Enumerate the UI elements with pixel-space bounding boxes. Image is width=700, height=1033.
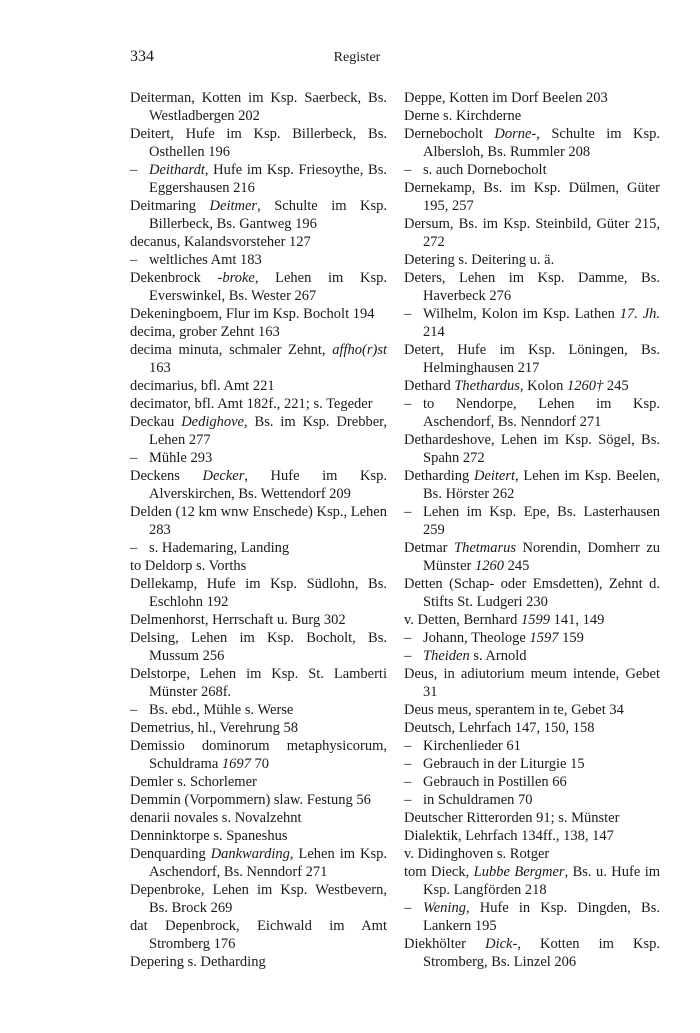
index-subentry bbox=[404, 305, 660, 341]
subentry-dash: – bbox=[130, 540, 138, 556]
entry-text: weltliches Amt 183 bbox=[149, 252, 262, 268]
italic-text: 1697 bbox=[221, 756, 251, 772]
entry-text: 141, 149 bbox=[550, 612, 605, 628]
index-entry bbox=[130, 665, 387, 701]
entry-text: , Schulte im Ksp. Albersloh, Bs. Rummler 208 bbox=[423, 126, 660, 160]
page-header bbox=[130, 48, 584, 70]
italic-text: 1597 bbox=[529, 630, 559, 646]
index-entry bbox=[130, 395, 387, 413]
index-entry bbox=[404, 107, 660, 125]
subentry-dash: – bbox=[130, 162, 138, 178]
index-entry bbox=[404, 719, 660, 737]
italic-text: Dorne- bbox=[494, 126, 537, 142]
entry-text: Depering s. Detharding bbox=[130, 954, 266, 970]
entry-text: Deppe, Kotten im Dorf Beelen 203 bbox=[404, 90, 608, 106]
entry-text: in Schuldramen 70 bbox=[423, 792, 533, 808]
index-entry bbox=[130, 341, 387, 377]
index-subentry bbox=[404, 737, 660, 755]
entry-text: Gebrauch in Postillen 66 bbox=[423, 774, 567, 790]
entry-text: s. Hademaring, Landing bbox=[149, 540, 290, 556]
entry-text: , Hufe in Ksp. Dingden, Bs. Lankern 195 bbox=[423, 900, 660, 934]
subentry-dash: – bbox=[404, 738, 412, 754]
index-entry bbox=[130, 917, 387, 953]
entry-text: decimator, bfl. Amt 182f., 221; s. Tegeder bbox=[130, 396, 373, 412]
entry-text: Demler s. Schorlemer bbox=[130, 774, 257, 790]
index-entry bbox=[404, 701, 660, 719]
index-entry bbox=[130, 305, 387, 323]
entry-text: 70 bbox=[250, 756, 270, 772]
entry-text: Derne s. Kirchderne bbox=[404, 108, 522, 124]
index-subentry bbox=[404, 629, 660, 647]
index-entry bbox=[130, 503, 387, 539]
italic-text: 1260 bbox=[474, 558, 504, 574]
italic-text: affho(r)st bbox=[332, 342, 387, 358]
entry-text: 214 bbox=[423, 324, 445, 340]
entry-text: s. Arnold bbox=[469, 648, 527, 664]
entry-text: Demissio dominorum metaphysicorum, Schuldrama bbox=[130, 738, 387, 772]
index-entry bbox=[130, 809, 387, 827]
entry-text: Deutsch, Lehrfach 147, 150, 158 bbox=[404, 720, 595, 736]
index-entry bbox=[130, 557, 387, 575]
entry-text: , Bs. u. Hufe im Ksp. Langförden 218 bbox=[423, 864, 661, 898]
subentry-dash: – bbox=[404, 648, 412, 664]
entry-text: Dekenbrock bbox=[130, 270, 218, 286]
italic-text: Thethardus bbox=[454, 378, 520, 394]
index-entry bbox=[130, 611, 387, 629]
entry-text: Mühle 293 bbox=[149, 450, 213, 466]
entry-text: to Nendorpe, Lehen im Ksp. Aschendorf, Bs. Nenndorf 271 bbox=[423, 396, 660, 430]
index-entry bbox=[130, 125, 387, 161]
entry-text: 245 bbox=[503, 558, 530, 574]
index-entry bbox=[404, 89, 660, 107]
index-entry bbox=[130, 881, 387, 917]
italic-text: Thetmarus bbox=[454, 540, 517, 556]
index-entry bbox=[130, 233, 387, 251]
subentry-dash: – bbox=[404, 756, 412, 772]
subentry-dash: – bbox=[404, 792, 412, 808]
entry-text: Dekeningboem, Flur im Ksp. Bocholt 194 bbox=[130, 306, 375, 322]
index-entry bbox=[130, 953, 387, 971]
entry-text: Delsing, Lehen im Ksp. Bocholt, Bs. Mussum 256 bbox=[130, 630, 387, 664]
entry-text: , Lehen im Ksp. Everswinkel, Bs. Wester 267 bbox=[149, 270, 387, 304]
entry-text: Johann, Theologe bbox=[423, 630, 530, 646]
index-entry bbox=[404, 431, 660, 467]
entry-text: Dethard bbox=[404, 378, 455, 394]
index-entry bbox=[130, 269, 387, 305]
index-subentry bbox=[404, 755, 660, 773]
entry-text: denarii novales s. Novalzehnt bbox=[130, 810, 302, 826]
entry-text: Delstorpe, Lehen im Ksp. St. Lamberti Münster 268f. bbox=[130, 666, 387, 700]
running-head: Register bbox=[333, 50, 381, 65]
index-entry bbox=[130, 773, 387, 791]
subentry-dash: – bbox=[404, 396, 412, 412]
index-entry bbox=[130, 413, 387, 449]
index-subentry bbox=[130, 161, 387, 197]
entry-text: Dethardeshove, Lehen im Ksp. Sögel, Bs. Spahn 272 bbox=[404, 432, 660, 466]
entry-text: Demmin (Vorpommern) slaw. Festung 56 bbox=[130, 792, 371, 808]
index-entry bbox=[404, 611, 660, 629]
italic-text: Dick- bbox=[485, 936, 518, 952]
entry-text: Deitmaring bbox=[130, 198, 210, 214]
italic-text: Dankwarding bbox=[210, 846, 290, 862]
index-entry bbox=[404, 575, 660, 611]
index-entry bbox=[130, 845, 387, 881]
entry-text: v. Detten, Bernhard bbox=[404, 612, 522, 628]
index-subentry bbox=[130, 701, 387, 719]
entry-text: Detten (Schap- oder Emsdetten), Zehnt d. Stifts St. Ludgeri 230 bbox=[404, 576, 660, 610]
index-entry bbox=[130, 827, 387, 845]
subentry-dash: – bbox=[130, 450, 138, 466]
entry-text: Denninktorpe s. Spaneshus bbox=[130, 828, 288, 844]
index-entry bbox=[404, 809, 660, 827]
index-subentry bbox=[130, 251, 387, 269]
entry-text: , Bs. im Ksp. Drebber, Lehen 277 bbox=[149, 414, 388, 448]
index-entry bbox=[130, 737, 387, 773]
subentry-dash: – bbox=[404, 306, 412, 322]
italic-text: Deithardt bbox=[149, 162, 205, 178]
entry-text: , Hufe im Ksp. Friesoythe, Bs. Eggershausen 216 bbox=[149, 162, 387, 196]
entry-text: dat Depenbrock, Eichwald im Amt Stromberg 176 bbox=[130, 918, 387, 952]
entry-text: , Hufe im Ksp. Alverskirchen, Bs. Wettendorf 209 bbox=[149, 468, 387, 502]
subentry-dash: – bbox=[404, 504, 412, 520]
index-subentry bbox=[404, 773, 660, 791]
index-subentry bbox=[404, 791, 660, 809]
entry-text: decima minuta, schmaler Zehnt, bbox=[130, 342, 333, 358]
subentry-dash: – bbox=[404, 162, 412, 178]
index-entry bbox=[404, 539, 660, 575]
entry-text: Deutscher Ritterorden 91; s. Münster bbox=[404, 810, 620, 826]
index-entry bbox=[130, 467, 387, 503]
entry-text: Wilhelm, Kolon im Ksp. Lathen bbox=[423, 306, 620, 322]
entry-text: decima, grober Zehnt 163 bbox=[130, 324, 280, 340]
entry-text: Deiterman, Kotten im Ksp. Saerbeck, Bs. Westladbergen 202 bbox=[130, 90, 387, 124]
italic-text: 1260† bbox=[566, 378, 604, 394]
entry-text: s. auch Dornebocholt bbox=[423, 162, 547, 178]
index-subentry bbox=[404, 503, 660, 539]
entry-text: Denquarding bbox=[130, 846, 211, 862]
subentry-dash: – bbox=[404, 630, 412, 646]
entry-text: Dersum, Bs. im Ksp. Steinbild, Güter 215, 272 bbox=[404, 216, 660, 250]
entry-text: Detering s. Deitering u. ä. bbox=[404, 252, 555, 268]
entry-text: Norendin, Domherr zu Münster bbox=[423, 540, 661, 574]
entry-text: Kirchenlieder 61 bbox=[423, 738, 521, 754]
index-subentry bbox=[130, 539, 387, 557]
entry-text: Deters, Lehen im Ksp. Damme, Bs. Haverbeck 276 bbox=[404, 270, 660, 304]
index-entry bbox=[404, 827, 660, 845]
index-entry bbox=[130, 791, 387, 809]
entry-text: decimarius, bfl. Amt 221 bbox=[130, 378, 275, 394]
entry-text: , Schulte im Ksp. Billerbeck, Bs. Gantweg 196 bbox=[149, 198, 387, 232]
italic-text: Wening bbox=[423, 900, 466, 916]
entry-text: Deus, in adiutorium meum intende, Gebet 31 bbox=[404, 666, 660, 700]
entry-text: 163 bbox=[149, 360, 171, 376]
entry-text: Deckau bbox=[130, 414, 182, 430]
index-entry bbox=[130, 575, 387, 611]
entry-text: Depenbroke, Lehen im Ksp. Westbevern, Bs. Brock 269 bbox=[130, 882, 387, 916]
subentry-dash: – bbox=[404, 774, 412, 790]
entry-text: 159 bbox=[558, 630, 584, 646]
italic-text: Theiden bbox=[423, 648, 470, 664]
index-entry bbox=[404, 665, 660, 701]
entry-text: Detmar bbox=[404, 540, 454, 556]
index-column-right bbox=[404, 89, 660, 971]
entry-text: Detert, Hufe im Ksp. Löningen, Bs. Helminghausen 217 bbox=[404, 342, 660, 376]
subentry-dash: – bbox=[404, 900, 412, 916]
italic-text: Lubbe Bergmer bbox=[473, 864, 565, 880]
index-entry bbox=[404, 251, 660, 269]
entry-text: Dellekamp, Hufe im Ksp. Südlohn, Bs. Eschlohn 192 bbox=[130, 576, 387, 610]
entry-text: Bs. ebd., Mühle s. Werse bbox=[149, 702, 294, 718]
index-entry bbox=[404, 863, 660, 899]
entry-text: Demetrius, hl., Verehrung 58 bbox=[130, 720, 299, 736]
page-number: 334 bbox=[130, 48, 154, 65]
italic-text: 17. Jh. bbox=[619, 306, 660, 322]
italic-text: Dedighove bbox=[181, 414, 244, 430]
entry-text: 245 bbox=[603, 378, 629, 394]
index-entry bbox=[404, 269, 660, 305]
index-entry bbox=[404, 935, 660, 971]
index-entry bbox=[404, 845, 660, 863]
index-entry bbox=[130, 377, 387, 395]
entry-text: tom Dieck, bbox=[404, 864, 474, 880]
subentry-dash: – bbox=[130, 702, 138, 718]
entry-text: , Kotten im Ksp. Stromberg, Bs. Linzel 206 bbox=[423, 936, 660, 970]
index-subentry bbox=[404, 395, 660, 431]
entry-text: Delden (12 km wnw Enschede) Ksp., Lehen 283 bbox=[130, 504, 387, 538]
index-entry bbox=[404, 377, 660, 395]
italic-text: Deitmer bbox=[209, 198, 258, 214]
entry-text: , Kolon bbox=[519, 378, 567, 394]
entry-text: Diekhölter bbox=[404, 936, 486, 952]
entry-text: Dernebocholt bbox=[404, 126, 495, 142]
index-entry bbox=[130, 719, 387, 737]
index-entry bbox=[130, 197, 387, 233]
entry-text: v. Didinghoven s. Rotger bbox=[404, 846, 550, 862]
entry-text: decanus, Kalandsvorsteher 127 bbox=[130, 234, 311, 250]
entry-text: Detharding bbox=[404, 468, 474, 484]
entry-text: , Lehen im Ksp. Beelen, Bs. Hörster 262 bbox=[423, 468, 660, 502]
index-subentry bbox=[130, 449, 387, 467]
entry-text: Delmenhorst, Herrschaft u. Burg 302 bbox=[130, 612, 346, 628]
index-entry bbox=[404, 215, 660, 251]
entry-text: Gebrauch in der Liturgie 15 bbox=[423, 756, 585, 772]
entry-text: Dialektik, Lehrfach 134ff., 138, 147 bbox=[404, 828, 614, 844]
index-entry bbox=[404, 467, 660, 503]
entry-text: Dernekamp, Bs. im Ksp. Dülmen, Güter 195, 257 bbox=[404, 180, 660, 214]
entry-text: Deus meus, sperantem in te, Gebet 34 bbox=[404, 702, 624, 718]
index-subentry bbox=[404, 647, 660, 665]
index-subentry bbox=[404, 899, 660, 935]
italic-text: Decker bbox=[202, 468, 245, 484]
entry-text: Deckens bbox=[130, 468, 203, 484]
index-entry bbox=[130, 629, 387, 665]
entry-text: Deitert, Hufe im Ksp. Billerbeck, Bs. Osthellen 196 bbox=[130, 126, 387, 160]
italic-text: Deitert bbox=[473, 468, 516, 484]
index-entry bbox=[404, 125, 660, 161]
entry-text: to Deldorp s. Vorths bbox=[130, 558, 247, 574]
entry-text: Lehen im Ksp. Epe, Bs. Lasterhausen 259 bbox=[423, 504, 660, 538]
entry-text: , Lehen im Ksp. Aschendorf, Bs. Nenndorf 271 bbox=[149, 846, 387, 880]
index-entry bbox=[404, 341, 660, 377]
index-entry bbox=[130, 89, 387, 125]
italic-text: -broke bbox=[217, 270, 255, 286]
index-entry bbox=[404, 179, 660, 215]
index-column-left bbox=[130, 89, 387, 971]
subentry-dash: – bbox=[130, 252, 138, 268]
index-entry bbox=[130, 323, 387, 341]
index-subentry bbox=[404, 161, 660, 179]
italic-text: 1599 bbox=[521, 612, 551, 628]
